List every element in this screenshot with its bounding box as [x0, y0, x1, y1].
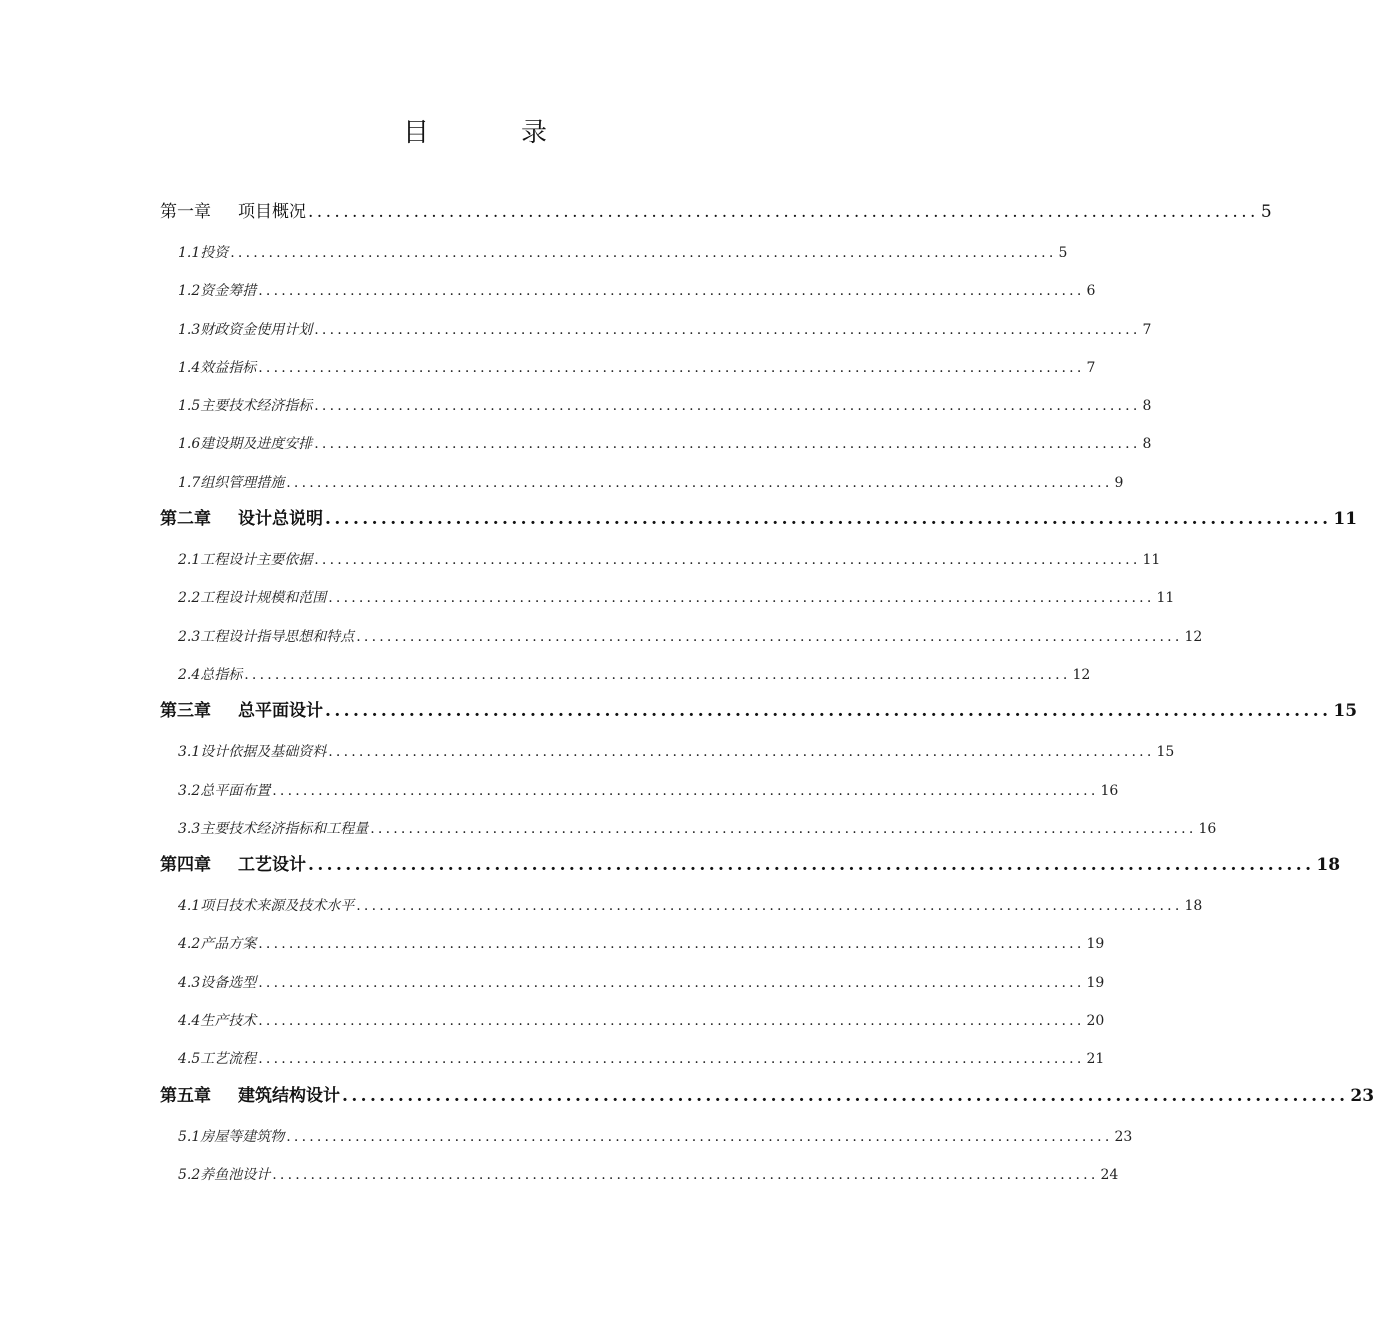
toc-section-label: 2.2工程设计规模和范围: [178, 590, 327, 607]
toc-chapter-label: [160, 848, 306, 882]
toc-page-number: 5: [1058, 245, 1068, 261]
toc-section-entry[interactable]: [160, 272, 1096, 310]
dot-leader: ............................................................................................................: [258, 1051, 1085, 1068]
toc-chapter-title: 设计总说明: [238, 509, 323, 530]
toc-chapter-number: 第一章: [160, 202, 211, 222]
toc-chapter-number: 第四章: [160, 855, 211, 876]
toc-page-number: 8: [1142, 398, 1152, 415]
toc-page-number: 16: [1198, 820, 1217, 837]
toc-page-number: 24: [1100, 1166, 1119, 1183]
toc-chapter-title: 工艺设计: [238, 855, 306, 876]
toc-page-number: 16: [1100, 782, 1119, 799]
toc-page-number: 12: [1184, 628, 1203, 645]
toc-page-number: 5: [1260, 202, 1272, 222]
toc-section-entry[interactable]: [160, 387, 1152, 425]
toc-section-label: 4.1项目技术来源及技术水平: [178, 898, 355, 915]
dot-leader: ............................................................................................................: [356, 628, 1183, 645]
dot-leader: ............................................................................................................: [230, 245, 1057, 261]
toc-section-label: 3.3主要技术经济指标和工程量: [178, 820, 369, 837]
toc-page-number: 9: [1114, 474, 1124, 491]
toc-page-number: 6: [1086, 283, 1096, 300]
toc-section-label: 3.1设计依据及基础资料: [178, 744, 327, 761]
toc-section-label: 1.5主要技术经济指标: [178, 398, 313, 415]
toc-section-label: 2.4总指标: [178, 666, 243, 683]
toc-chapter-entry[interactable]: [160, 848, 1341, 887]
toc-page-number: 12: [1072, 666, 1091, 683]
toc-page-number: 15: [1333, 701, 1358, 722]
dot-leader: ............................................................................................................: [328, 744, 1155, 761]
toc-section-entry[interactable]: [160, 1002, 1105, 1040]
toc-section-label: 5.1房屋等建筑物: [178, 1128, 285, 1145]
toc-page-number: 19: [1086, 936, 1105, 953]
toc-chapter-entry[interactable]: [160, 195, 1272, 234]
toc-chapter-entry[interactable]: [160, 694, 1358, 733]
toc-section-entry[interactable]: [160, 656, 1091, 694]
dot-leader: ............................................................................................................: [258, 936, 1085, 953]
page-title: [0, 112, 950, 149]
toc-page-number: 7: [1086, 359, 1096, 376]
dot-leader: ............................................................................................................: [258, 283, 1085, 300]
toc-chapter-number: 第三章: [160, 701, 211, 722]
toc-section-entry[interactable]: [160, 541, 1161, 579]
toc-section-entry[interactable]: [160, 618, 1203, 656]
toc-section-entry[interactable]: [160, 349, 1096, 387]
toc-section-entry[interactable]: [160, 733, 1175, 771]
toc-page-number: 23: [1114, 1128, 1133, 1145]
dot-leader: ............................................................................................................: [370, 820, 1197, 837]
toc-section-label: 1.1投资: [178, 245, 229, 261]
toc-section-label: 4.4生产技术: [178, 1013, 257, 1030]
toc-chapter-number: 第二章: [160, 509, 211, 530]
dot-leader: ............................................................................................................: [286, 474, 1113, 491]
toc-section-entry[interactable]: [160, 1118, 1133, 1156]
toc-chapter-entry[interactable]: [160, 502, 1358, 541]
toc-page-number: 15: [1156, 744, 1175, 761]
toc-chapter-title: 总平面设计: [238, 701, 323, 722]
toc-page-number: 8: [1142, 436, 1152, 453]
toc-section-entry[interactable]: [160, 772, 1119, 810]
dot-leader: ............................................................................................................: [314, 321, 1141, 338]
dot-leader: ............................................................................................................: [258, 1013, 1085, 1030]
dot-leader: ............................................................................................................: [272, 782, 1099, 799]
dot-leader: ............................................................................................................: [244, 666, 1071, 683]
toc-section-label: 2.1工程设计主要依据: [178, 552, 313, 569]
toc-section-entry[interactable]: [160, 810, 1217, 848]
toc-section-label: 1.4效益指标: [178, 359, 257, 376]
toc-section-label: 1.6建设期及进度安排: [178, 436, 313, 453]
toc-section-label: 1.3财政资金使用计划: [178, 321, 313, 338]
dot-leader: ............................................................................................................: [272, 1166, 1099, 1183]
toc-section-label: 4.2产品方案: [178, 936, 257, 953]
toc-section-entry[interactable]: [160, 311, 1152, 349]
toc-section-entry[interactable]: [160, 964, 1105, 1002]
dot-leader: ............................................................................................................: [356, 898, 1183, 915]
toc-section-entry[interactable]: [160, 1156, 1119, 1194]
dot-leader: ............................................................................................................: [258, 974, 1085, 991]
toc-page-number: 11: [1333, 509, 1358, 530]
dot-leader: ............................................................................................................: [308, 202, 1259, 222]
toc-section-entry[interactable]: [160, 234, 1068, 272]
toc-chapter-label: [160, 195, 306, 229]
toc-chapter-label: [160, 694, 323, 728]
toc-chapter-label: [160, 502, 323, 536]
dot-leader: ............................................................................................................: [308, 855, 1315, 876]
toc-section-label: 2.3工程设计指导思想和特点: [178, 628, 355, 645]
dot-leader: ............................................................................................................: [258, 359, 1085, 376]
toc-chapter-number: 第五章: [160, 1085, 211, 1106]
toc-page-number: 19: [1086, 974, 1105, 991]
toc-page-number: 21: [1086, 1051, 1105, 1068]
toc-page-number: 18: [1184, 898, 1203, 915]
toc-chapter-entry[interactable]: [160, 1079, 1374, 1118]
dot-leader: ............................................................................................................: [342, 1085, 1349, 1106]
toc-section-label: 4.5工艺流程: [178, 1051, 257, 1068]
toc-section-label: 1.2资金筹措: [178, 283, 257, 300]
toc-page-number: 23: [1350, 1085, 1374, 1106]
toc-page-number: 18: [1316, 855, 1341, 876]
toc-page-number: 11: [1156, 590, 1175, 607]
toc-section-entry[interactable]: [160, 579, 1175, 617]
toc-section-label: 5.2养鱼池设计: [178, 1166, 271, 1183]
toc-chapter-label: [160, 1079, 340, 1113]
toc-chapter-title: 建筑结构设计: [238, 1085, 340, 1106]
dot-leader: ............................................................................................................: [325, 701, 1332, 722]
toc-section-entry[interactable]: [160, 464, 1124, 502]
title-char-left: 目: [402, 118, 429, 148]
dot-leader: ............................................................................................................: [286, 1128, 1113, 1145]
table-of-contents: [160, 195, 1374, 1194]
toc-page-number: 20: [1086, 1013, 1105, 1030]
toc-section-entry[interactable]: [160, 925, 1105, 963]
toc-section-entry[interactable]: [160, 887, 1203, 925]
dot-leader: ............................................................................................................: [325, 509, 1332, 530]
toc-chapter-title: 项目概况: [238, 202, 306, 222]
title-char-right: 录: [521, 118, 548, 148]
dot-leader: ............................................................................................................: [314, 436, 1141, 453]
dot-leader: ............................................................................................................: [314, 398, 1141, 415]
dot-leader: ............................................................................................................: [314, 552, 1141, 569]
dot-leader: ............................................................................................................: [328, 590, 1155, 607]
toc-page-number: 7: [1142, 321, 1152, 338]
toc-section-entry[interactable]: [160, 1040, 1105, 1078]
toc-section-label: 3.2总平面布置: [178, 782, 271, 799]
toc-section-entry[interactable]: [160, 425, 1152, 463]
toc-page-number: 11: [1142, 552, 1161, 569]
toc-section-label: 1.7组织管理措施: [178, 474, 285, 491]
toc-section-label: 4.3设备选型: [178, 974, 257, 991]
